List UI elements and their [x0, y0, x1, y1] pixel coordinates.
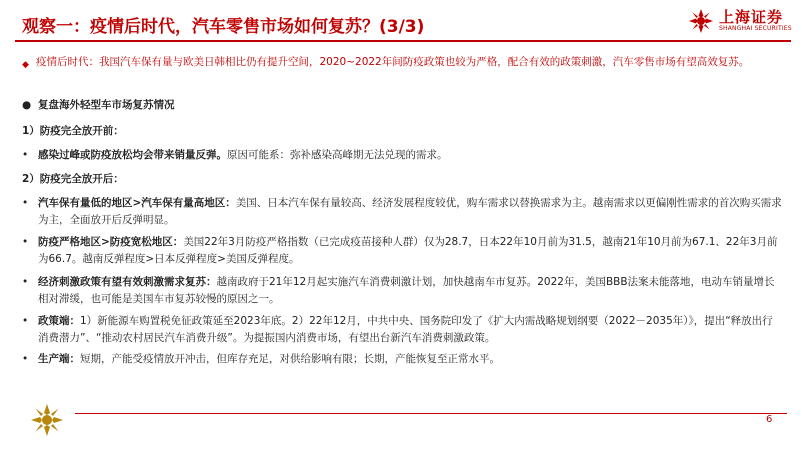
section-heading: [22, 97, 782, 114]
bullet-icon: •: [22, 197, 29, 209]
part2-label: 2）防疫完全放开后：: [22, 172, 124, 185]
footer-emblem-icon: [30, 403, 64, 437]
list-item: [22, 195, 782, 228]
bullet-icon: •: [22, 276, 29, 288]
diamond-icon: ◆: [22, 60, 29, 70]
list-item-lead: 生产端：: [38, 353, 80, 365]
list-item-text: 越南政府于21年12月起实施汽车消费刺激计划，加快越南车市复苏。2022年，美国BBB法案未能落地，电动车销量增长相对滞缓，也可能是美国车市复苏较慢的原因之一。: [38, 276, 775, 305]
brand-name-cn: 上海证券: [719, 8, 784, 26]
bullet-icon: •: [22, 315, 29, 327]
list-item: [22, 274, 782, 307]
content-body: [22, 97, 782, 368]
list-item-lead: 政策端：: [38, 315, 80, 327]
list-item: [22, 147, 782, 164]
part1-label: 1）防疫完全放开前：: [22, 124, 124, 137]
list-item-text: 原因可能系：弥补感染高峰期无法兑现的需求。: [227, 149, 448, 161]
list-item-text: 美国、日本汽车保有量较高、经济发展程度较优，购车需求以替换需求为主。越南需求以更偏刚性需求的首次购买需求为主，全面放开后反弹明显。: [38, 197, 782, 226]
bullet-icon: •: [22, 149, 29, 161]
page-number: 6: [766, 414, 773, 425]
brand-logo: [688, 8, 792, 34]
brand-emblem-icon: [688, 8, 714, 34]
title-divider: [15, 40, 791, 42]
section-heading-text: 复盘海外轻型车市场复苏情况: [38, 99, 175, 111]
list-item: [22, 313, 782, 346]
summary-block: [22, 54, 780, 70]
list-item-lead: 汽车保有量低的地区>汽车保有量高地区：: [38, 197, 236, 209]
list-item-lead: 经济刺激政策有望有效刺激需求复苏：: [38, 276, 217, 288]
bullet-icon: •: [22, 236, 29, 248]
list-item: [22, 234, 782, 267]
list-item-text: 美国22年3月防疫严格指数（已完成疫苗接种人群）仅为28.7，日本22年10月前为31.5，越南21年10月前为67.1、22年3月前为66.7。越南反弹程度>日本反弹程度>美国反弹程度。: [38, 236, 778, 265]
page-title: 观察一：疫情后时代，汽车零售市场如何复苏？(3/3): [22, 17, 425, 37]
bullet-icon: •: [22, 353, 29, 365]
list-item: [22, 351, 782, 368]
list-item-lead: 防疫严格地区>防疫宽松地区：: [38, 236, 184, 248]
summary-text: 疫情后时代：我国汽车保有量与欧美日韩相比仍有提升空间，2020~2022年间防疫政策也较为严格，配合有效的政策刺激，汽车零售市场有望高效复苏。: [36, 56, 750, 68]
list-item-text: 短期，产能受疫情放开冲击，但库存充足，对供给影响有限；长期，产能恢复至正常水平。: [80, 353, 500, 365]
list-item-text: 1）新能源车购置税免征政策延至2023年底。2）22年12月，中共中央、国务院印发了《扩大内需战略规划纲要（2022－2035年）》，提出“释放出行消费潜力”、“推动农村居民汽车消费升级”。为提振国内消费市场，有望出台新汽车消费刺激政策。: [38, 315, 773, 344]
footer-divider: [75, 413, 787, 414]
brand-name-en: SHANGHAI SECURITIES: [719, 25, 792, 32]
list-item-lead: 感染过峰或防疫放松均会带来销量反弹。: [38, 149, 227, 161]
heading-bullet-icon: ●: [22, 99, 32, 111]
